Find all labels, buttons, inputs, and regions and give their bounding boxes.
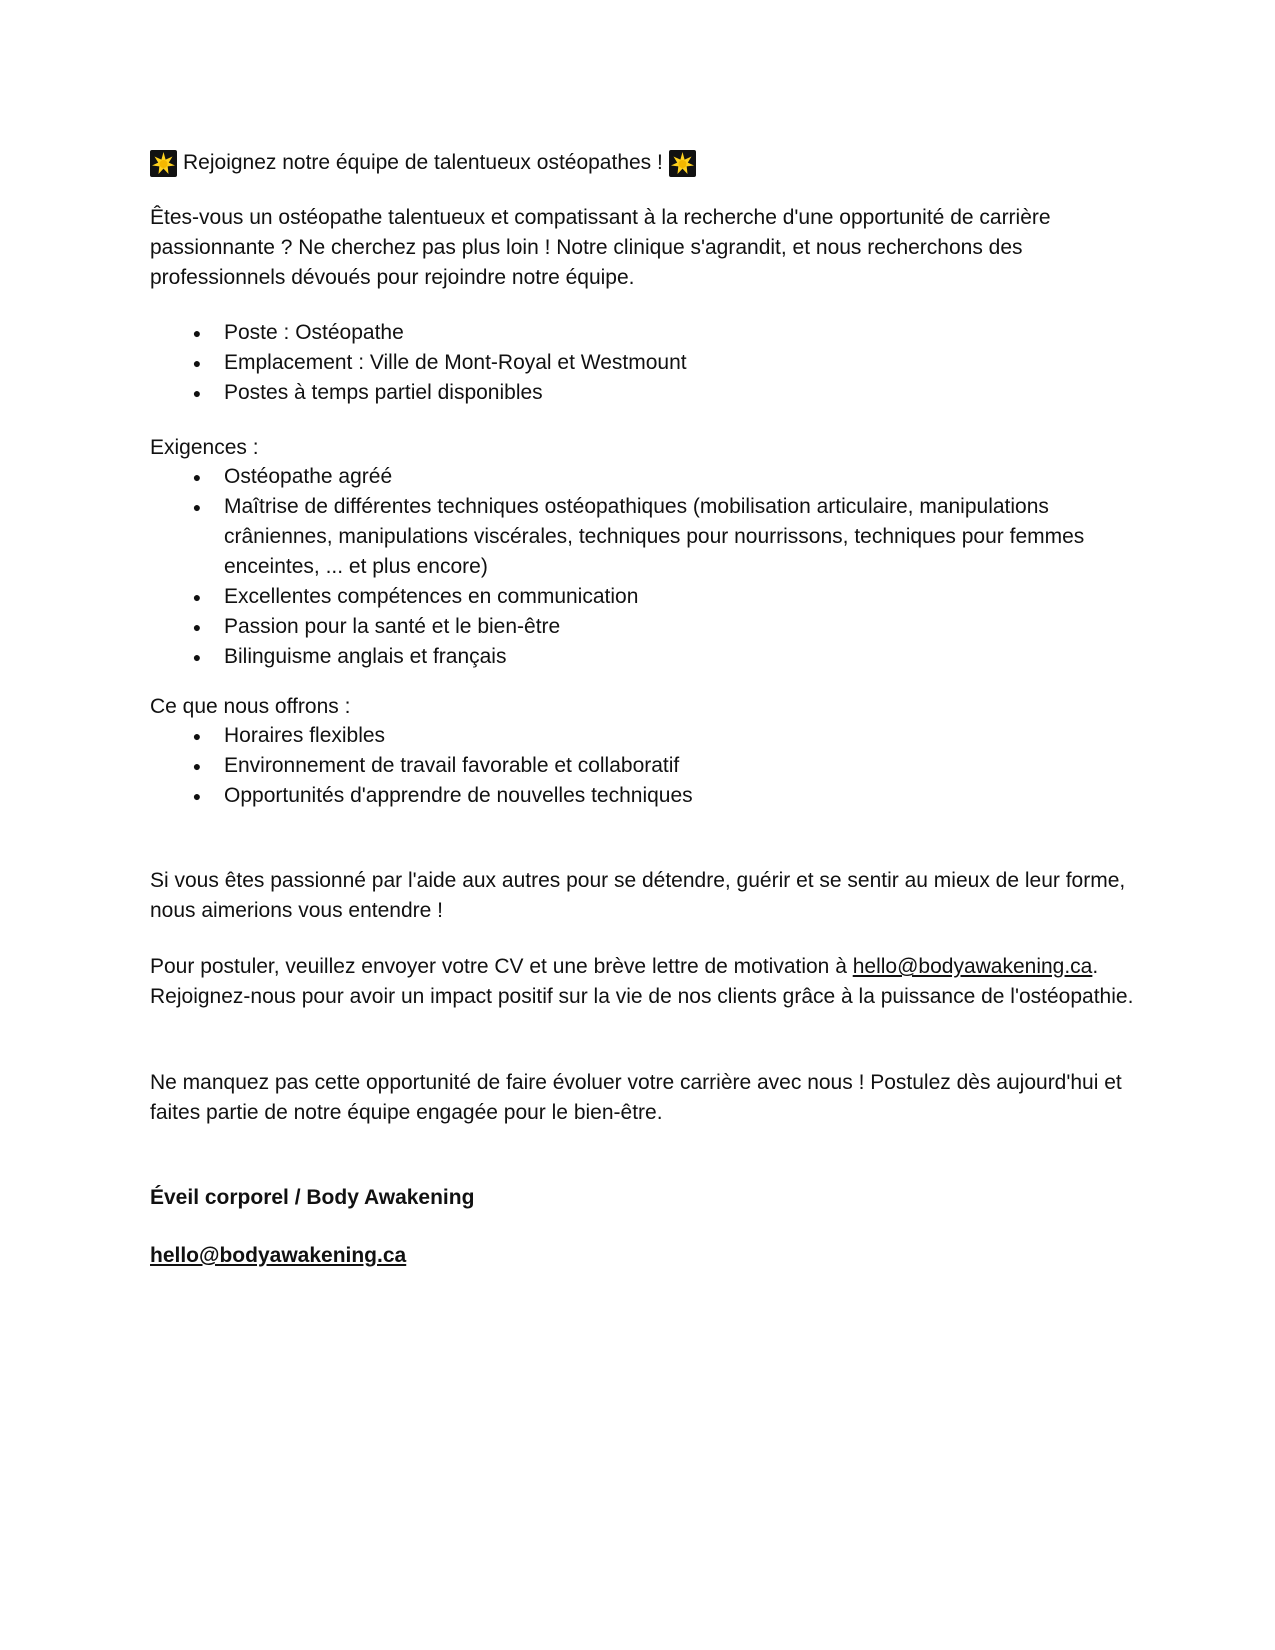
page-title: Rejoignez notre équipe de talentueux ostéopathes ! <box>183 151 663 174</box>
final-paragraph: Ne manquez pas cette opportunité de faire évoluer votre carrière avec nous ! Postulez dès aujourd'hui et faites partie de notre équipe engagée pour le bien-être. <box>150 1071 1122 1124</box>
position-list <box>150 318 1140 408</box>
list-item: ● Opportunités d'apprendre de nouvelles techniques <box>192 784 693 807</box>
list-item: ● Postes à temps partiel disponibles <box>192 381 543 404</box>
list-item: ● Emplacement : Ville de Mont-Royal et Westmount <box>192 351 687 374</box>
closing-paragraph: Si vous êtes passionné par l'aide aux autres pour se détendre, guérir et se sentir au mieux de leur forme, nous aimerions vous entendre ! <box>150 869 1126 922</box>
apply-paragraph: Pour postuler, veuillez envoyer votre CV et une brève lettre de motivation à hello@bodyawakening.ca. Rejoignez-nous pour avoir un impact positif sur la vie de nos clients grâce à la puissance de l'ostéopathie. <box>150 955 1134 1008</box>
intro-paragraph: Êtes-vous un ostéopathe talentueux et compatissant à la recherche d'une opportunité de carrière passionnante ? Ne cherchez pas plus loin ! Notre clinique s'agrandit, et nous recherchons des professionnels dévoués pour rejoindre notre équipe. <box>150 206 1051 289</box>
signature-email-line <box>150 1241 1140 1271</box>
star-icon <box>669 150 696 177</box>
email-link[interactable]: hello@bodyawakening.ca <box>852 955 1093 978</box>
list-item: ● Horaires flexibles <box>192 724 386 747</box>
star-icon <box>150 150 177 177</box>
list-item: ● Poste : Ostéopathe <box>192 321 404 344</box>
list-item: ● Passion pour la santé et le bien-être <box>192 615 561 638</box>
list-item: ● Bilinguisme anglais et français <box>192 645 507 668</box>
requirements-list <box>150 462 1140 672</box>
offer-heading: Ce que nous offrons : <box>150 695 351 718</box>
requirements-heading: Exigences : <box>150 436 259 459</box>
signature-email-link[interactable]: hello@bodyawakening.ca <box>150 1244 407 1267</box>
offer-list <box>150 721 1140 811</box>
list-item: ● Ostéopathe agréé <box>192 465 393 488</box>
list-item: ● Excellentes compétences en communication <box>192 585 639 608</box>
list-item: ● Environnement de travail favorable et collaboratif <box>192 754 680 777</box>
signature-name: Éveil corporel / Body Awakening <box>150 1186 475 1209</box>
title-line <box>150 148 1140 178</box>
list-item: ● Maîtrise de différentes techniques ostéopathiques (mobilisation articulaire, manipulations crâniennes, manipulations viscérales, techniques pour nourrissons, techniques pour femmes enceintes, ... et plus encore) <box>192 495 1085 578</box>
